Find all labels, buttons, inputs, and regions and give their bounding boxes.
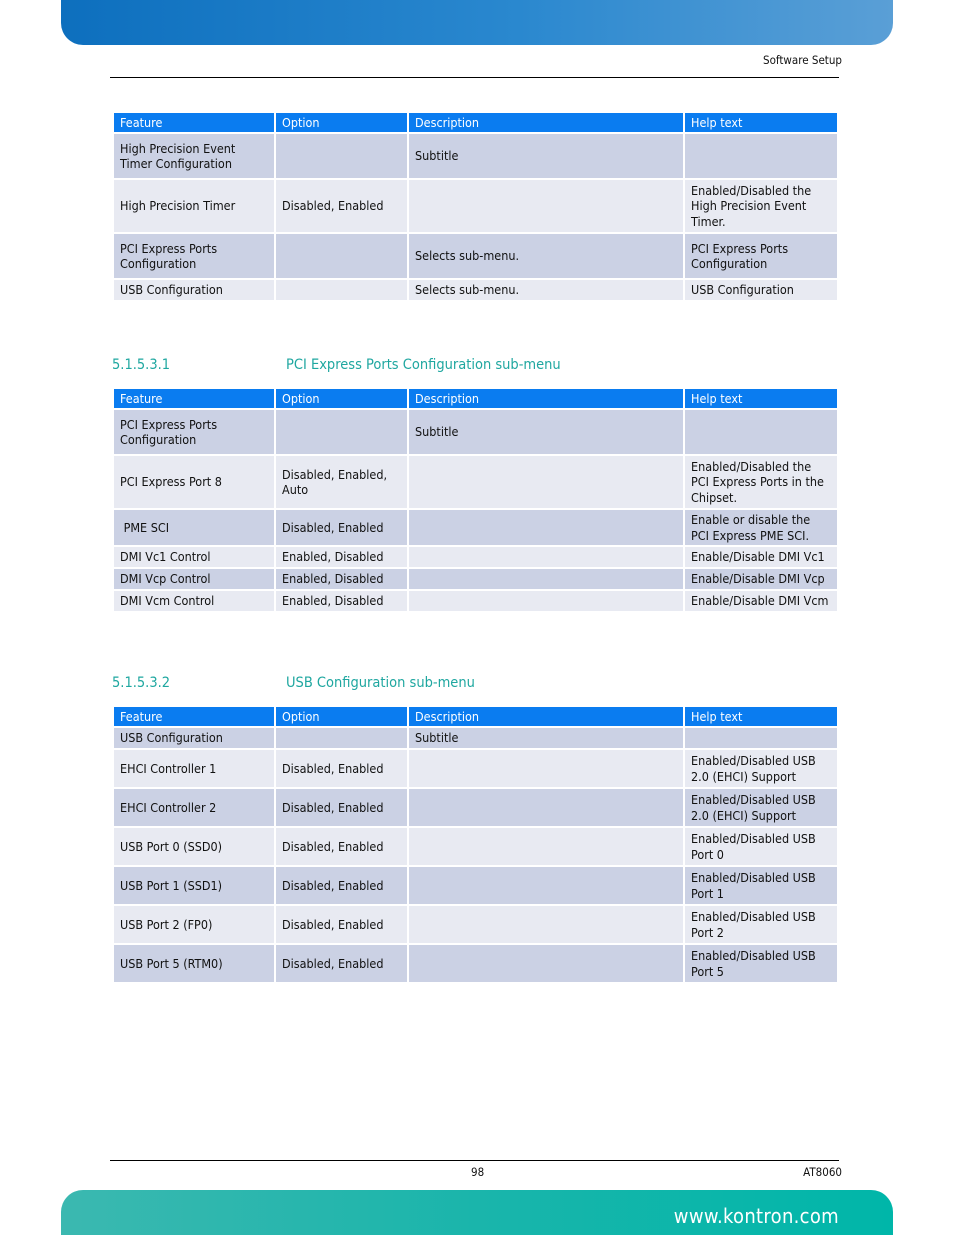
header-section-label: Software Setup xyxy=(763,53,842,67)
col-help-text: Help text xyxy=(685,113,837,132)
table-row xyxy=(114,728,837,748)
table-row xyxy=(114,510,837,545)
table-row xyxy=(114,234,837,278)
table-row xyxy=(114,828,837,865)
cell-feature: PCI Express Port 8 xyxy=(114,456,274,508)
cell-option: Disabled, Enabled xyxy=(276,906,407,943)
cell-option: Enabled, Disabled xyxy=(276,569,407,589)
cell-help: Enabled/Disabled USB Port 1 xyxy=(685,867,837,904)
cell-option: Disabled, Enabled xyxy=(276,789,407,826)
cell-description xyxy=(409,591,683,611)
cell-option: Enabled, Disabled xyxy=(276,547,407,567)
cell-feature: PCI Express Ports Configuration xyxy=(114,410,274,454)
cell-help: Enabled/Disabled USB Port 5 xyxy=(685,945,837,982)
table-row xyxy=(114,906,837,943)
col-help-text: Help text xyxy=(685,389,837,408)
cell-help: Enabled/Disabled USB 2.0 (EHCI) Support xyxy=(685,789,837,826)
cell-description xyxy=(409,180,683,232)
cell-option: Disabled, Enabled xyxy=(276,750,407,787)
website-link[interactable]: www.kontron.com xyxy=(673,1204,839,1228)
cell-help: Enabled/Disabled USB Port 0 xyxy=(685,828,837,865)
header-banner xyxy=(61,0,893,45)
hpet-table xyxy=(112,111,839,302)
cell-help xyxy=(685,728,837,748)
cell-description xyxy=(409,867,683,904)
col-feature: Feature xyxy=(114,707,274,726)
table-header-row xyxy=(114,113,837,132)
header-rule xyxy=(110,77,839,78)
table-row xyxy=(114,591,837,611)
cell-help xyxy=(685,410,837,454)
table-header-row xyxy=(114,389,837,408)
cell-description xyxy=(409,906,683,943)
cell-option xyxy=(276,134,407,178)
table-row xyxy=(114,789,837,826)
cell-description xyxy=(409,828,683,865)
col-help-text: Help text xyxy=(685,707,837,726)
cell-option xyxy=(276,280,407,300)
cell-help: Enabled/Disabled USB Port 2 xyxy=(685,906,837,943)
cell-option: Disabled, Enabled xyxy=(276,180,407,232)
cell-feature: USB Port 2 (FP0) xyxy=(114,906,274,943)
table-row xyxy=(114,280,837,300)
cell-feature: EHCI Controller 1 xyxy=(114,750,274,787)
table-row xyxy=(114,750,837,787)
col-feature: Feature xyxy=(114,389,274,408)
section-title: USB Configuration sub-menu xyxy=(286,675,475,691)
table-row xyxy=(114,456,837,508)
col-feature: Feature xyxy=(114,113,274,132)
cell-feature: PME SCI xyxy=(114,510,274,545)
cell-feature: USB Configuration xyxy=(114,280,274,300)
cell-feature: USB Port 0 (SSD0) xyxy=(114,828,274,865)
cell-feature: High Precision Event Timer Configuration xyxy=(114,134,274,178)
cell-description: Subtitle xyxy=(409,410,683,454)
cell-help: Enabled/Disabled the PCI Express Ports in the Chipset. xyxy=(685,456,837,508)
cell-option: Disabled, Enabled xyxy=(276,510,407,545)
cell-description xyxy=(409,750,683,787)
pcie-table xyxy=(112,387,839,613)
cell-option xyxy=(276,728,407,748)
cell-help: USB Configuration xyxy=(685,280,837,300)
table-row xyxy=(114,945,837,982)
footer-banner xyxy=(61,1190,893,1235)
cell-description xyxy=(409,945,683,982)
cell-feature: DMI Vc1 Control xyxy=(114,547,274,567)
section-number: 5.1.5.3.1 xyxy=(112,357,171,373)
cell-description xyxy=(409,569,683,589)
col-description: Description xyxy=(409,113,683,132)
table-row xyxy=(114,547,837,567)
cell-feature: USB Port 5 (RTM0) xyxy=(114,945,274,982)
page-number: 98 xyxy=(471,1165,485,1179)
cell-help: Enabled/Disabled USB 2.0 (EHCI) Support xyxy=(685,750,837,787)
section-title: PCI Express Ports Configuration sub-menu xyxy=(286,357,561,373)
cell-description xyxy=(409,456,683,508)
section-number: 5.1.5.3.2 xyxy=(112,675,171,691)
cell-feature: USB Configuration xyxy=(114,728,274,748)
footer-rule xyxy=(110,1160,839,1161)
table-row xyxy=(114,410,837,454)
table-row xyxy=(114,134,837,178)
cell-feature: DMI Vcm Control xyxy=(114,591,274,611)
cell-description xyxy=(409,510,683,545)
cell-option xyxy=(276,234,407,278)
table-row xyxy=(114,867,837,904)
cell-option: Disabled, Enabled xyxy=(276,828,407,865)
cell-option xyxy=(276,410,407,454)
cell-description: Selects sub-menu. xyxy=(409,234,683,278)
col-description: Description xyxy=(409,389,683,408)
table-header-row xyxy=(114,707,837,726)
col-description: Description xyxy=(409,707,683,726)
cell-feature: High Precision Timer xyxy=(114,180,274,232)
cell-feature: USB Port 1 (SSD1) xyxy=(114,867,274,904)
cell-option: Disabled, Enabled, Auto xyxy=(276,456,407,508)
col-option: Option xyxy=(276,389,407,408)
cell-feature: PCI Express Ports Configuration xyxy=(114,234,274,278)
cell-help: Enabled/Disabled the High Precision Event Timer. xyxy=(685,180,837,232)
cell-description xyxy=(409,789,683,826)
cell-help: PCI Express Ports Configuration xyxy=(685,234,837,278)
product-model: AT8060 xyxy=(803,1165,842,1179)
cell-description xyxy=(409,547,683,567)
cell-help: Enable/Disable DMI Vcm xyxy=(685,591,837,611)
usb-table xyxy=(112,705,839,984)
col-option: Option xyxy=(276,707,407,726)
table-row xyxy=(114,569,837,589)
cell-option: Disabled, Enabled xyxy=(276,867,407,904)
cell-help: Enable or disable the PCI Express PME SCI. xyxy=(685,510,837,545)
cell-description: Subtitle xyxy=(409,728,683,748)
cell-help xyxy=(685,134,837,178)
cell-help: Enable/Disable DMI Vcp xyxy=(685,569,837,589)
table-row xyxy=(114,180,837,232)
cell-help: Enable/Disable DMI Vc1 xyxy=(685,547,837,567)
col-option: Option xyxy=(276,113,407,132)
cell-option: Enabled, Disabled xyxy=(276,591,407,611)
cell-feature: EHCI Controller 2 xyxy=(114,789,274,826)
cell-description: Selects sub-menu. xyxy=(409,280,683,300)
cell-option: Disabled, Enabled xyxy=(276,945,407,982)
cell-description: Subtitle xyxy=(409,134,683,178)
cell-feature: DMI Vcp Control xyxy=(114,569,274,589)
